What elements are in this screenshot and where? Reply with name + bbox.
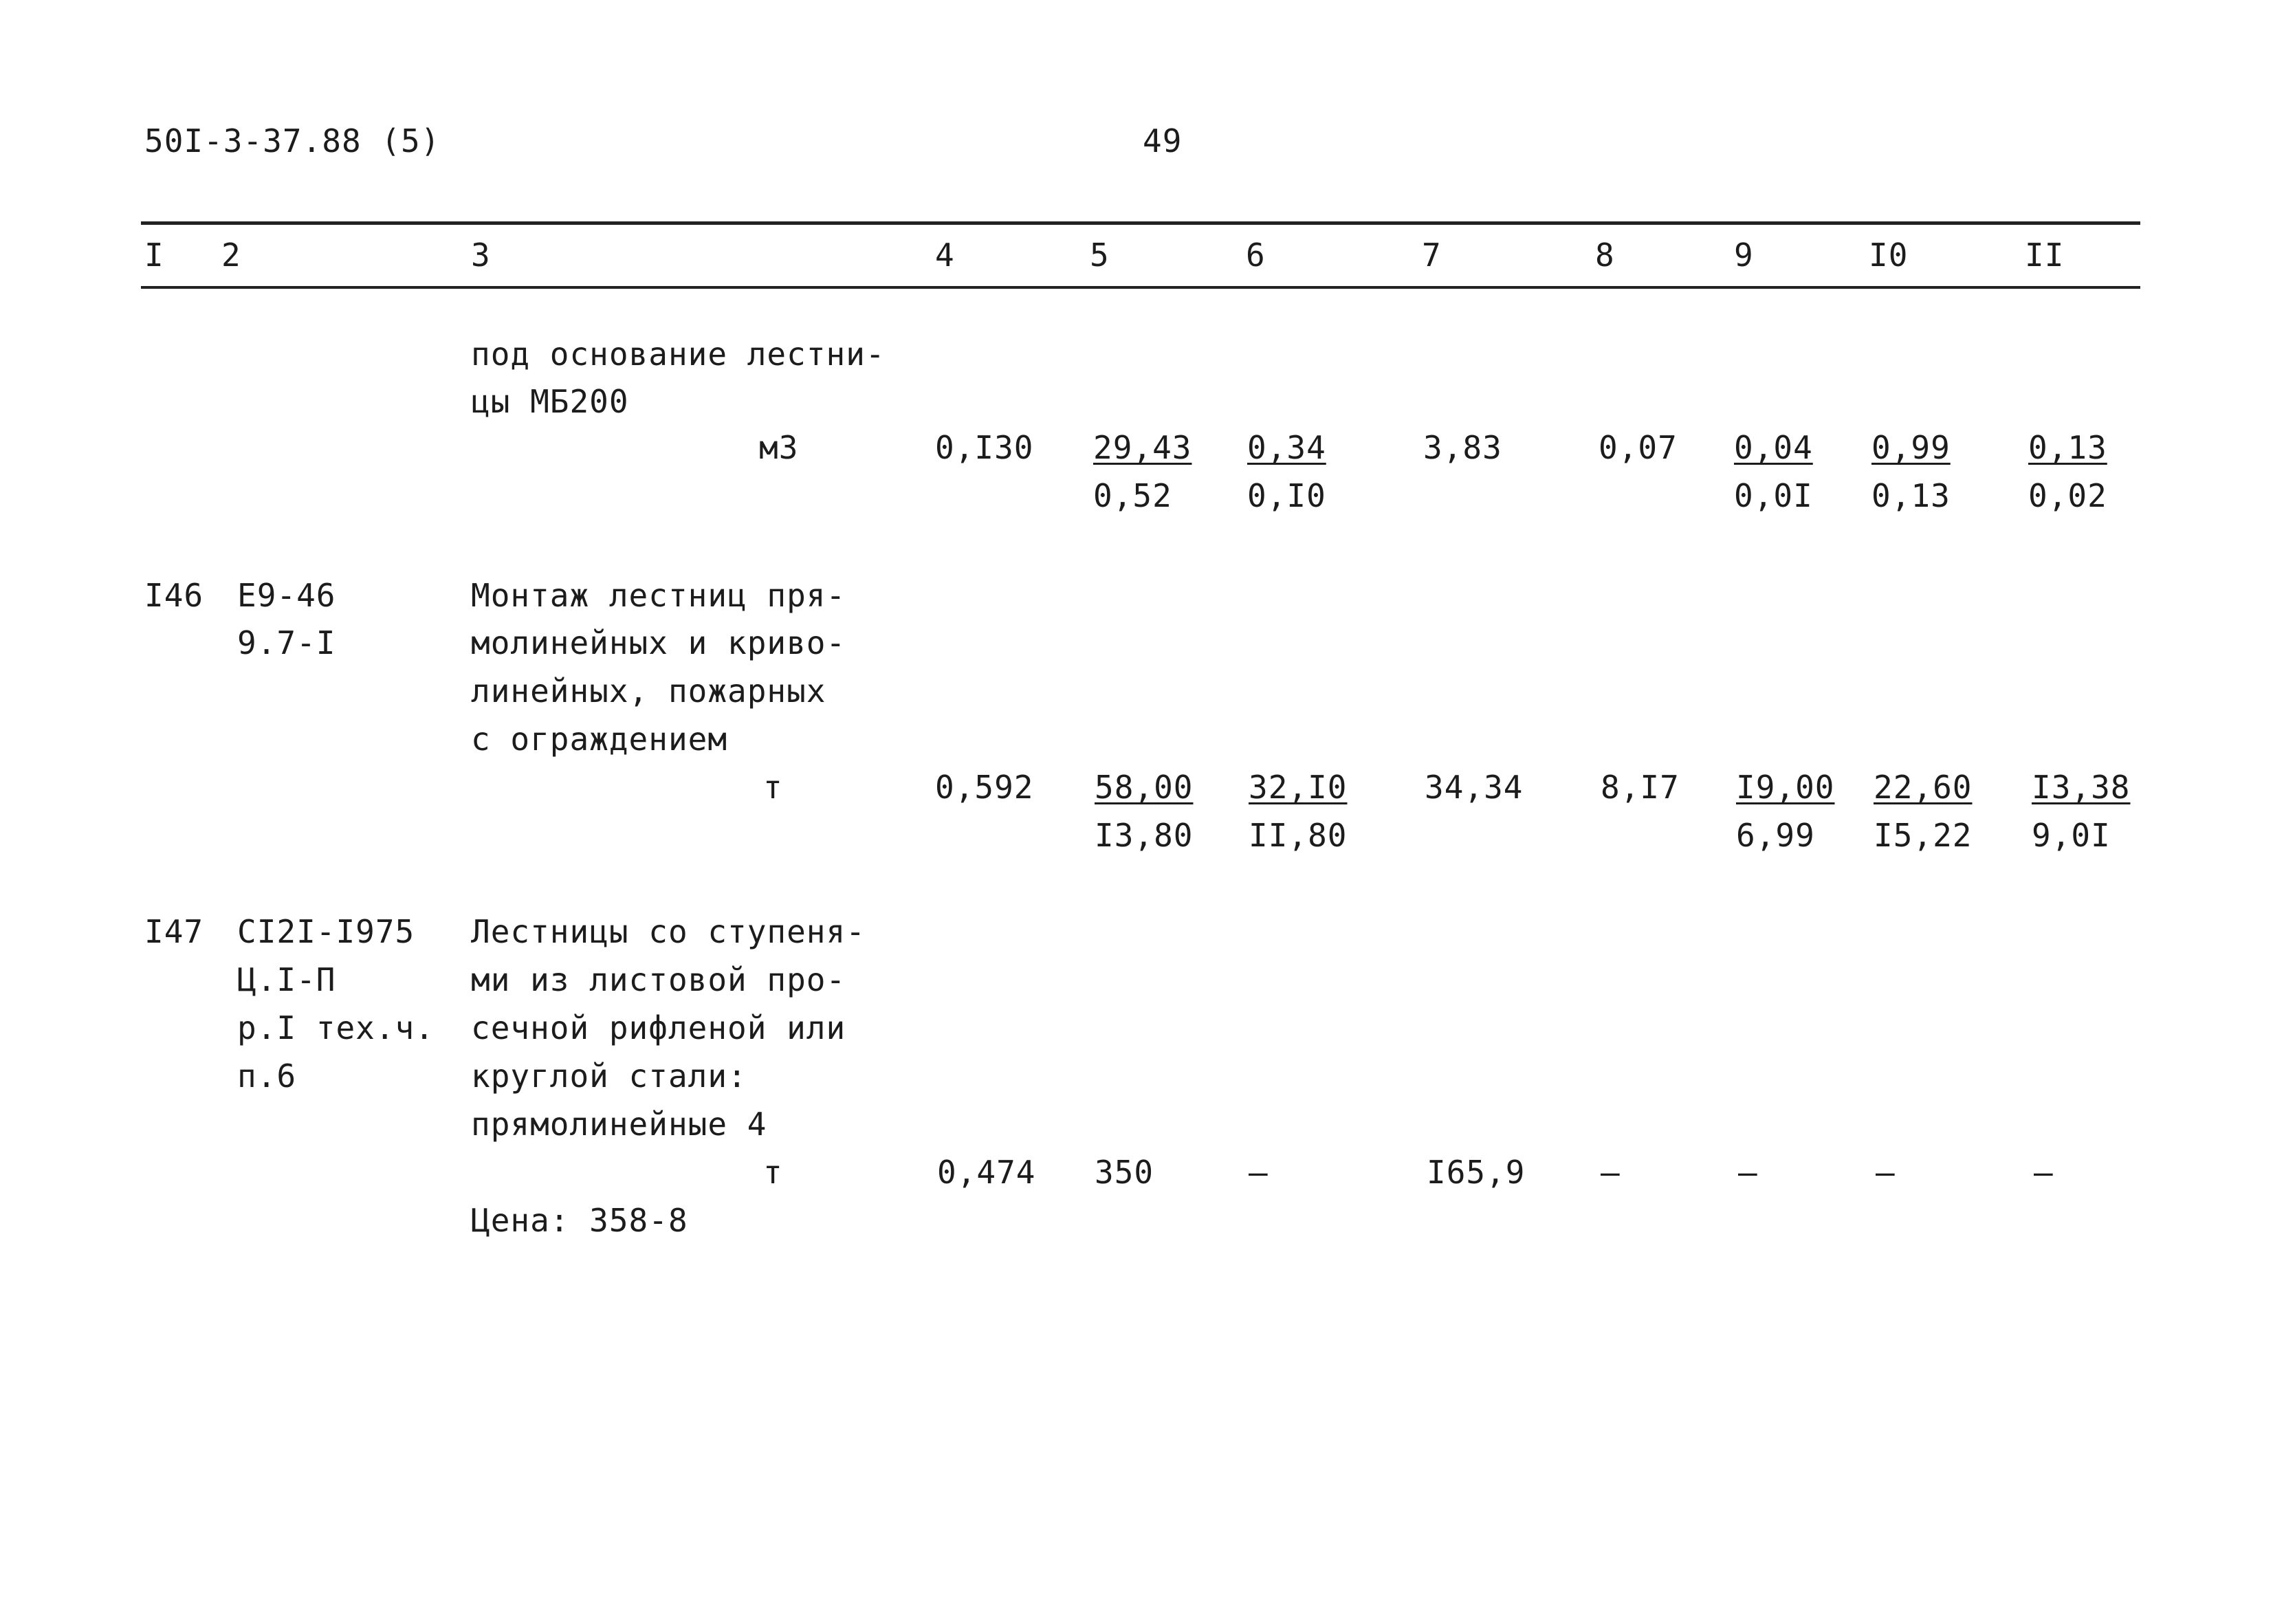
col6-top-value: 0,34	[1247, 429, 1326, 466]
table-top-rule	[141, 221, 2140, 225]
description-line: прямолинейные 4	[471, 1106, 767, 1143]
col10-bottom-value: I5,22	[1874, 817, 1973, 854]
table-header-rule	[141, 286, 2140, 289]
col5-top-value: 29,43	[1093, 429, 1192, 466]
unit-cell: м3	[759, 429, 799, 466]
col8-value: 8,I7	[1601, 769, 1680, 806]
norm-code-line: Е9-46	[237, 577, 336, 614]
column-header-8: 8	[1595, 237, 1615, 274]
unit-cell: т	[763, 769, 783, 806]
description-line: ми из листовой про-	[471, 961, 846, 998]
col6-bottom-value: 0,I0	[1247, 477, 1326, 514]
row-number: I47	[144, 913, 204, 950]
column-header-4: 4	[935, 237, 955, 274]
document-code: 50I-3-37.88 (5)	[144, 122, 441, 160]
col6-top-value: 32,I0	[1249, 769, 1348, 806]
norm-code-line: 9.7-I	[237, 624, 336, 661]
column-header-3: 3	[471, 237, 491, 274]
col6-bottom-value: II,80	[1249, 817, 1348, 854]
description-line: линейных, пожарных	[471, 672, 826, 710]
quantity-cell: 0,474	[937, 1154, 1036, 1191]
col11-bottom-value: 0,02	[2028, 477, 2107, 514]
col5-top-value: 58,00	[1095, 769, 1194, 806]
norm-code-line: Ц.I-П	[237, 961, 336, 998]
row-number: I46	[144, 577, 204, 614]
col5-bottom-value: I3,80	[1095, 817, 1194, 854]
quantity-cell: 0,I30	[935, 429, 1034, 466]
norm-code-line: р.I тех.ч.	[237, 1009, 435, 1046]
col5-bottom-value: 0,52	[1093, 477, 1172, 514]
col9-top-value: I9,00	[1736, 769, 1835, 806]
col11-value: –	[2034, 1154, 2054, 1191]
description-line: молинейных и криво-	[471, 624, 846, 661]
col9-bottom-value: 0,0I	[1734, 477, 1813, 514]
col7-value: I65,9	[1427, 1154, 1526, 1191]
col8-value: –	[1601, 1154, 1621, 1191]
col7-value: 3,83	[1423, 429, 1502, 466]
col7-value: 34,34	[1425, 769, 1524, 806]
description-line: цы МБ200	[471, 383, 629, 420]
description-line: с ограждением	[471, 721, 728, 758]
column-header-6: 6	[1246, 237, 1266, 274]
description-line: круглой стали:	[471, 1057, 747, 1095]
col11-top-value: 0,13	[2028, 429, 2107, 466]
description-line: сечной рифленой или	[471, 1009, 846, 1046]
price-note: Цена: 358-8	[471, 1202, 688, 1239]
unit-cell: т	[763, 1154, 783, 1191]
col8-value: 0,07	[1599, 429, 1678, 466]
column-header-7: 7	[1422, 237, 1442, 274]
column-header-9: 9	[1734, 237, 1754, 274]
column-header-10: I0	[1869, 237, 1909, 274]
col6-value: –	[1249, 1154, 1269, 1191]
description-line: под основание лестни-	[471, 336, 886, 373]
col9-bottom-value: 6,99	[1736, 817, 1815, 854]
norm-code-line: СI2I-I975	[237, 913, 415, 950]
description-line: Монтаж лестниц пря-	[471, 577, 846, 614]
description-line: Лестницы со ступеня-	[471, 913, 866, 950]
col10-top-value: 0,99	[1871, 429, 1951, 466]
column-header-1: I	[144, 237, 164, 274]
col10-bottom-value: 0,13	[1871, 477, 1951, 514]
column-header-11: II	[2025, 237, 2065, 274]
column-header-5: 5	[1090, 237, 1110, 274]
col10-top-value: 22,60	[1874, 769, 1973, 806]
col9-top-value: 0,04	[1734, 429, 1813, 466]
quantity-cell: 0,592	[935, 769, 1034, 806]
page-number: 49	[1143, 122, 1183, 160]
column-header-2: 2	[221, 237, 241, 274]
col10-value: –	[1876, 1154, 1896, 1191]
norm-code-line: п.6	[237, 1057, 297, 1095]
col11-bottom-value: 9,0I	[2032, 817, 2111, 854]
col5-value: 350	[1095, 1154, 1154, 1191]
col9-value: –	[1738, 1154, 1758, 1191]
col11-top-value: I3,38	[2032, 769, 2131, 806]
